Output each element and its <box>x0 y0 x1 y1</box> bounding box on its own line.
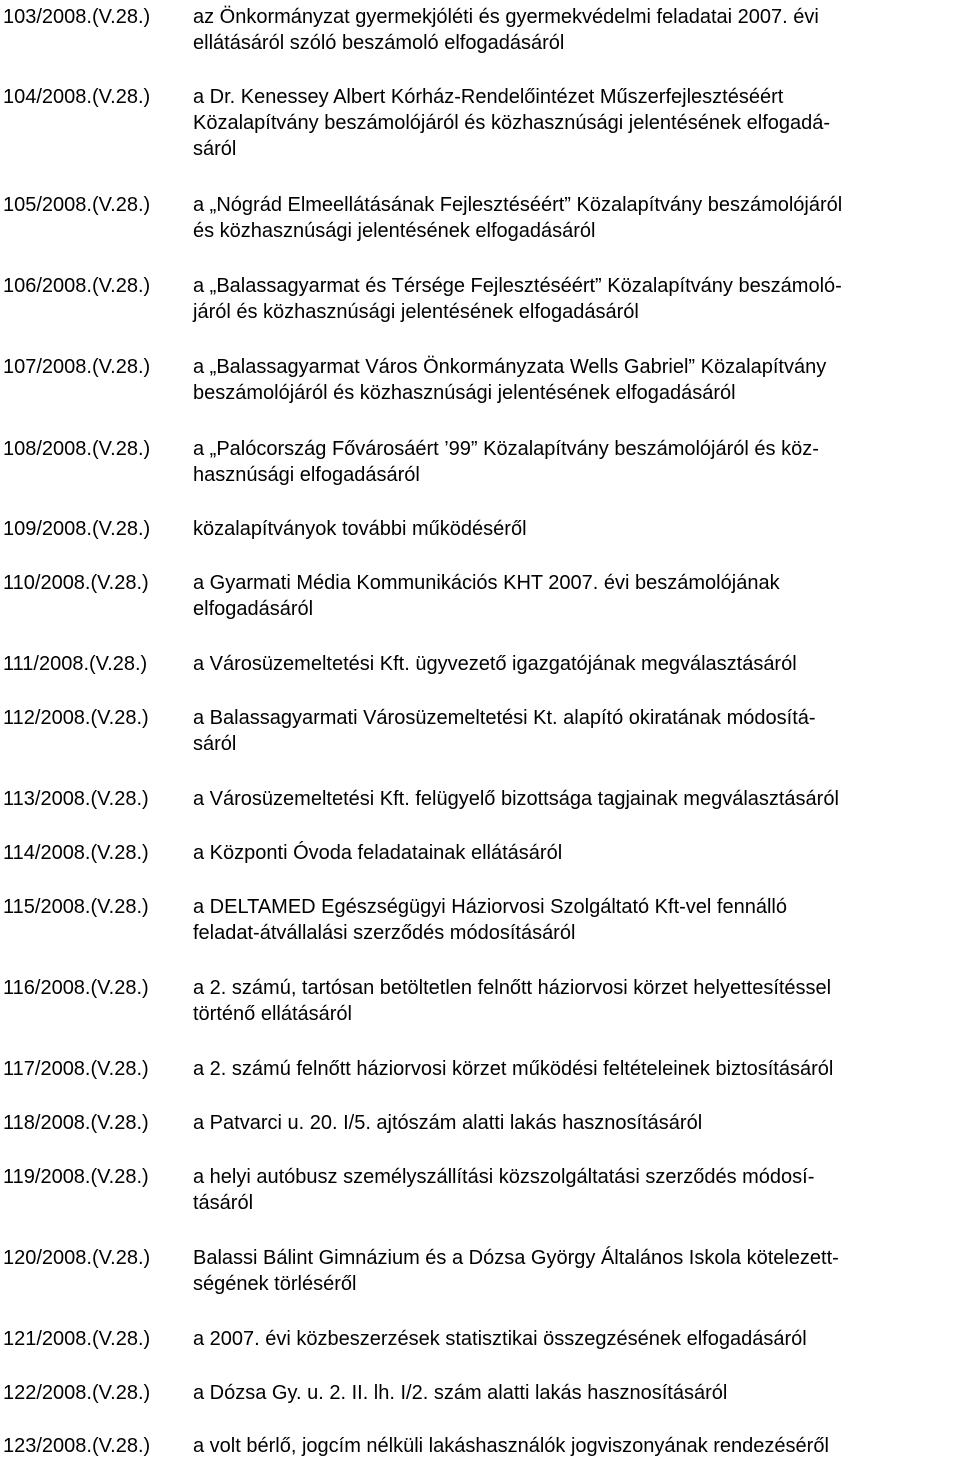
resolution-text-line: a Patvarci u. 20. I/5. ajtószám alatti lakás hasznosításáról <box>193 1112 703 1134</box>
resolution-text-line: a Dózsa Gy. u. 2. II. lh. I/2. szám alatti lakás hasznosításáról <box>193 1382 728 1404</box>
resolution-number: 115/2008.(V.28.) <box>3 896 149 918</box>
resolution-text-line: járól és közhasznúsági jelentésének elfogadásáról <box>193 301 639 323</box>
resolution-text-line: a „Nógrád Elmeellátásának Fejlesztéséért” Közalapítvány beszámolójáról <box>193 194 843 216</box>
resolution-text-line: az Önkormányzat gyermekjóléti és gyermekvédelmi feladatai 2007. évi <box>193 6 819 28</box>
resolution-text-line: történő ellátásáról <box>193 1003 352 1025</box>
resolution-number: 118/2008.(V.28.) <box>3 1112 149 1134</box>
resolution-number: 113/2008.(V.28.) <box>3 788 149 810</box>
resolution-text-line: és közhasznúsági jelentésének elfogadásáról <box>193 220 596 242</box>
resolution-text-line: Balassi Bálint Gimnázium és a Dózsa György Általános Iskola kötelezett- <box>193 1247 839 1269</box>
resolution-text-line: a DELTAMED Egészségügyi Háziorvosi Szolgáltató Kft-vel fennálló <box>193 896 787 918</box>
resolution-number: 117/2008.(V.28.) <box>3 1058 149 1080</box>
resolution-text-line: hasznúsági elfogadásáról <box>193 464 420 486</box>
resolution-text-line: beszámolójáról és közhasznúsági jelentésének elfogadásáról <box>193 382 736 404</box>
resolution-number: 107/2008.(V.28.) <box>3 356 151 378</box>
resolution-text-line: sáról <box>193 733 237 755</box>
resolution-number: 121/2008.(V.28.) <box>3 1328 151 1350</box>
resolution-text-line: a Városüzemeltetési Kft. ügyvezető igazgatójának megválasztásáról <box>193 653 797 675</box>
resolution-text-line: ellátásáról szóló beszámoló elfogadásáról <box>193 32 565 54</box>
resolution-text-line: a „Balassagyarmat és Térsége Fejlesztéséért” Közalapítvány beszámoló- <box>193 275 842 297</box>
resolution-text-line: Közalapítvány beszámolójáról és közhasznúsági jelentésének elfogadá- <box>193 112 831 134</box>
resolution-number: 116/2008.(V.28.) <box>3 977 149 999</box>
resolution-text-line: a „Balassagyarmat Város Önkormányzata Wells Gabriel” Közalapítvány <box>193 356 827 378</box>
resolution-number: 109/2008.(V.28.) <box>3 518 151 540</box>
resolution-number: 122/2008.(V.28.) <box>3 1382 151 1404</box>
resolution-text-line: a helyi autóbusz személyszállítási közszolgáltatási szerződés módosí- <box>193 1166 815 1188</box>
resolution-number: 111/2008.(V.28.) <box>3 653 148 675</box>
resolution-number: 103/2008.(V.28.) <box>3 6 151 28</box>
resolution-number: 108/2008.(V.28.) <box>3 438 151 460</box>
resolution-text-line: a 2007. évi közbeszerzések statisztikai összegzésének elfogadásáról <box>193 1328 807 1350</box>
resolution-text-line: a Dr. Kenessey Albert Kórház-Rendelőintézet Műszerfejlesztéséért <box>193 86 784 108</box>
resolution-number: 112/2008.(V.28.) <box>3 707 149 729</box>
resolution-text-line: sáról <box>193 138 237 160</box>
resolution-number: 105/2008.(V.28.) <box>3 194 151 216</box>
resolution-text-line: a volt bérlő, jogcím nélküli lakáshasználók jogviszonyának rendezéséről <box>193 1435 829 1457</box>
resolution-number: 114/2008.(V.28.) <box>3 842 149 864</box>
resolution-text-line: a Gyarmati Média Kommunikációs KHT 2007. évi beszámolójának <box>193 572 780 594</box>
resolution-text-line: közalapítványok további működéséről <box>193 518 527 540</box>
resolution-text-line: a Balassagyarmati Városüzemeltetési Kt. alapító okiratának módosítá- <box>193 707 816 729</box>
resolution-text-line: a „Palócország Fővárosáért ’99” Közalapítvány beszámolójáról és köz- <box>193 438 819 460</box>
resolution-text-line: feladat-átvállalási szerződés módosításáról <box>193 922 576 944</box>
resolution-text-line: tásáról <box>193 1192 254 1214</box>
resolution-text-line: elfogadásáról <box>193 598 314 620</box>
resolution-number: 104/2008.(V.28.) <box>3 86 151 108</box>
resolution-number: 106/2008.(V.28.) <box>3 275 151 297</box>
resolution-text-line: ségének törléséről <box>193 1273 357 1295</box>
resolution-text-line: a Központi Óvoda feladatainak ellátásáról <box>193 842 563 864</box>
resolution-text-line: a Városüzemeltetési Kft. felügyelő bizottsága tagjainak megválasztásáról <box>193 788 839 810</box>
resolution-number: 119/2008.(V.28.) <box>3 1166 149 1188</box>
resolution-number: 110/2008.(V.28.) <box>3 572 149 594</box>
resolution-number: 123/2008.(V.28.) <box>3 1435 151 1457</box>
resolution-number: 120/2008.(V.28.) <box>3 1247 151 1269</box>
resolution-text-line: a 2. számú felnőtt háziorvosi körzet működési feltételeinek biztosításáról <box>193 1058 834 1080</box>
resolution-text-line: a 2. számú, tartósan betöltetlen felnőtt háziorvosi körzet helyettesítéssel <box>193 977 832 999</box>
